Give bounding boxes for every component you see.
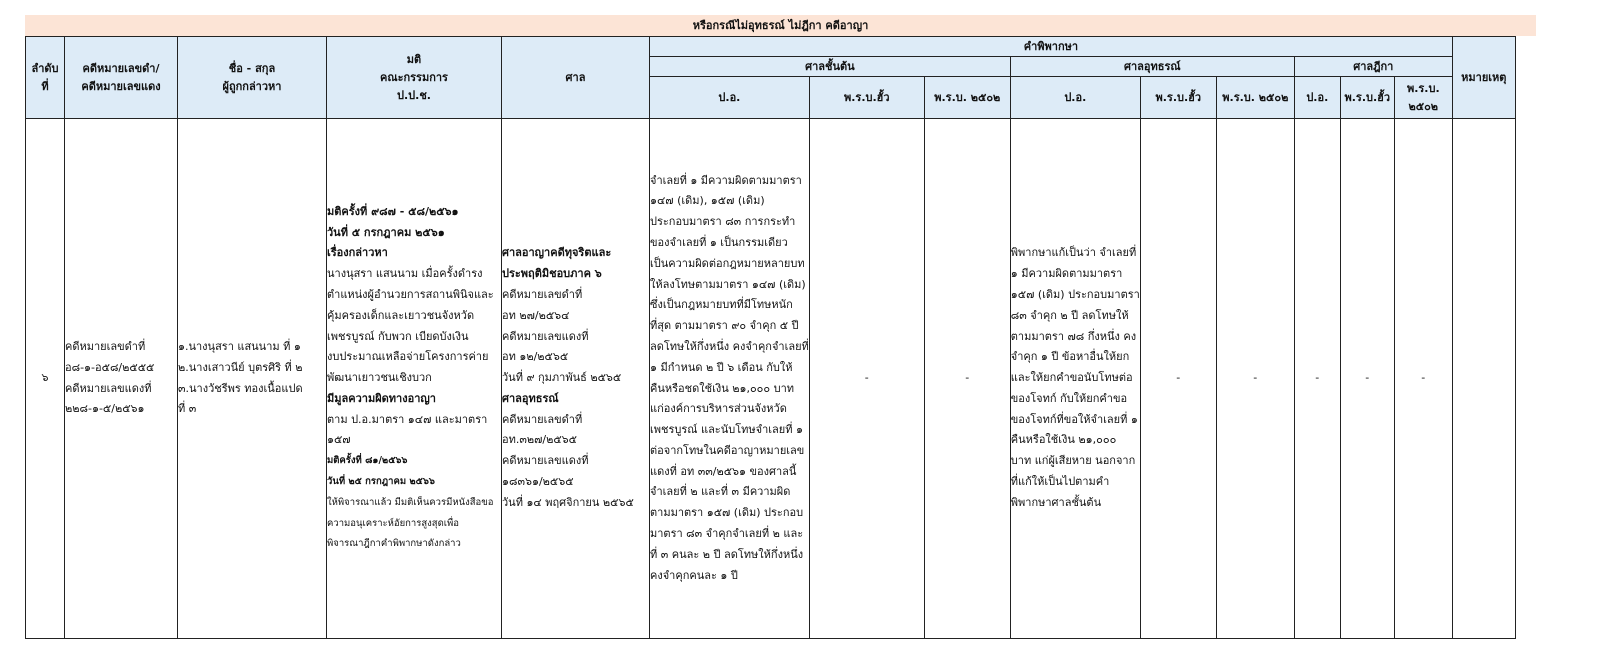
text-line: เพชรบูรณ์ และนับโทษจำเลยที่ ๑: [650, 423, 803, 437]
cell-first-old-act: -: [809, 119, 924, 639]
text-line: ศาลอาญาคดีทุจริตและ: [502, 246, 612, 260]
text-line: คดีหมายเลขแดงที่: [502, 329, 589, 343]
cell-first-po: [650, 119, 810, 639]
cell-supreme-po: -: [1294, 119, 1340, 639]
cell-first-act-2502: -: [924, 119, 1010, 639]
cell-no: ๖: [26, 119, 65, 639]
table-title: หรือกรณีไม่อุทธรณ์ ไม่ฎีกา คดีอาญา: [692, 19, 869, 32]
cell-appeal-po: [1010, 119, 1140, 639]
text-line: พิพากษาศาลชั้นต้น: [1010, 495, 1102, 509]
text-line: จำเลยที่ ๑ มีความผิดตามมาตรา: [650, 173, 802, 187]
text-line: เป็นความผิดต่อกฎหมายหลายบท: [650, 256, 805, 270]
cell-court: [502, 119, 650, 639]
text-line: ซึ่งเป็นกฎหมายบทที่มีโทษหนัก: [650, 298, 793, 312]
text-line: เพชรบูรณ์ กับพวก เบียดบังเงิน: [327, 329, 469, 343]
text-line: ต่อจากโทษในคดีอาญาหมายเลข: [650, 443, 805, 457]
text-line: ประพฤติมิชอบภาค ๖: [502, 267, 602, 281]
text-line: ๑๕๗: [327, 433, 351, 447]
cell-appeal-act-2502: -: [1216, 119, 1294, 639]
text-line: ที่สุด ตามมาตรา ๙๐ จำคุก ๕ ปี: [650, 319, 799, 333]
text-line: และให้ยกคำขอนับโทษต่อ: [1010, 371, 1133, 385]
header-appeal-po: ป.อ.: [1010, 77, 1140, 119]
header-case-no: คดีหมายเลขดำ/ คดีหมายเลขแดง: [65, 37, 178, 119]
text-line: ตำแหน่งผู้อำนวยการสถานพินิจและ: [327, 287, 494, 301]
text-line: อท ๒๗/๒๕๖๔: [502, 308, 570, 322]
text-line: ลดโทษให้กึ่งหนึ่ง คงจำคุกจำเลยที่: [650, 339, 809, 353]
text-line: คุ้มครองเด็กและเยาวชนจังหวัด: [327, 308, 475, 322]
text-line: พิพากษาแก้เป็นว่า จำเลยที่: [1010, 246, 1137, 260]
text-line: คดีหมายเลขดำที่: [502, 412, 583, 426]
text-line: ของโจทก์ที่ขอให้จำเลยที่ ๑: [1010, 412, 1138, 426]
header-first-old-act: พ.ร.บ.ฮั้ว: [809, 77, 924, 119]
header-appeal-act-2502: พ.ร.บ. ๒๕๐๒: [1216, 77, 1294, 119]
cell-resolution: [327, 119, 502, 639]
text-line: ๑ มีความผิดตามมาตรา: [1010, 267, 1123, 281]
text-line: ๑๘๓๖๑/๒๕๖๕: [502, 475, 574, 489]
text-line: ตามมาตรา ๑๕๗ (เดิม) ประกอบ: [650, 506, 804, 520]
text-line: วันที่ ๒๕ กรกฎาคม ๒๕๖๖: [327, 476, 435, 488]
header-supreme-po: ป.อ.: [1294, 77, 1340, 119]
text-line: ที่ ๓ คนละ ๒ ปี ลดโทษให้กึ่งหนึ่ง: [650, 547, 804, 561]
header-resolution: มติ คณะกรรมการ ป.ป.ช.: [327, 37, 502, 119]
text-line: คืนหรือใช้เงิน ๒๑,๐๐๐: [1010, 433, 1117, 447]
header-appeal-court: ศาลอุทธรณ์: [1010, 57, 1294, 77]
text-line: วันที่ ๙ กุมภาพันธ์ ๒๕๖๕: [502, 371, 622, 385]
text-line: ตามมาตรา ๗๘ กึ่งหนึ่ง คง: [1010, 329, 1137, 343]
text-line: ๑ มีกำหนด ๒ ปี ๖ เดือน กับให้: [650, 360, 793, 374]
text-line: ความอนุเคราะห์อัยการสูงสุดเพื่อ: [327, 517, 459, 529]
text-line: คงจำคุกคนละ ๑ ปี: [650, 568, 738, 582]
text-line: วันที่ ๑๔ พฤศจิกายน ๒๕๖๕: [502, 495, 634, 509]
cell-case-no: คดีหมายเลขดำที่ อ๘-๑-อ๕๘/๒๕๕๕ คดีหมายเลขแดงที่ ๒๒๘-๑-๕/๒๕๖๑: [65, 119, 178, 639]
text-line: จำคุก ๑ ปี ข้อหาอื่นให้ยก: [1010, 350, 1130, 364]
header-first-act-2502: พ.ร.บ. ๒๕๐๒: [924, 77, 1010, 119]
text-line: พิจารณาฎีกาคำพิพากษาดังกล่าว: [327, 538, 461, 550]
text-line: ประกอบมาตรา ๘๓ การกระทำ: [650, 215, 796, 229]
header-court: ศาล: [502, 37, 650, 119]
text-line: ๘๓ จำคุก ๒ ปี ลดโทษให้: [1010, 308, 1129, 322]
header-judgment: คำพิพากษา: [650, 37, 1453, 57]
text-line: งบประมาณเหลือจ่ายโครงการค่าย: [327, 350, 489, 364]
text-line: มีมูลความผิดทางอาญา: [327, 391, 436, 405]
text-line: วันที่ ๕ กรกฎาคม ๒๕๖๑: [327, 225, 445, 239]
cell-supreme-act-2502: -: [1394, 119, 1452, 639]
text-line: ที่แก้ให้เป็นไปตามคำ: [1010, 475, 1110, 489]
header-no: ลำดับ ที่: [26, 37, 65, 119]
text-line: มติครั้งที่ ๙๘๗ - ๕๘/๒๕๖๑: [327, 204, 459, 218]
text-line: ให้ลงโทษตามมาตรา ๑๔๗ (เดิม): [650, 277, 806, 291]
text-line: ๑๔๗ (เดิม), ๑๕๗ (เดิม): [650, 194, 765, 208]
header-supreme-act-2502: พ.ร.บ. ๒๕๐๒: [1394, 77, 1452, 119]
text-line: มาตรา ๘๓ จำคุกจำเลยที่ ๒ และ: [650, 527, 804, 541]
text-line: คืนหรือชดใช้เงิน ๒๑,๐๐๐ บาท: [650, 381, 795, 395]
judgment-table: [25, 36, 1516, 639]
header-appeal-old-act: พ.ร.บ.ฮั้ว: [1140, 77, 1216, 119]
text-line: อท.๓๒๗/๒๕๖๕: [502, 433, 577, 447]
text-line: พัฒนาเยาวชนเชิงบวก: [327, 371, 432, 385]
header-first-po: ป.อ.: [650, 77, 810, 119]
header-first-court: ศาลชั้นต้น: [650, 57, 1011, 77]
header-supreme-old-act: พ.ร.บ.ฮั้ว: [1340, 77, 1394, 119]
text-line: จำเลยที่ ๒ และที่ ๓ มีความผิด: [650, 485, 791, 499]
cell-supreme-old-act: -: [1340, 119, 1394, 639]
header-remark: หมายเหตุ: [1452, 37, 1515, 119]
text-line: ตาม ป.อ.มาตรา ๑๔๗ และมาตรา: [327, 412, 488, 426]
text-line: แก่องค์การบริหารส่วนจังหวัด: [650, 402, 787, 416]
header-name: ชื่อ - สกุล ผู้ถูกกล่าวหา: [178, 37, 327, 119]
cell-appeal-old-act: -: [1140, 119, 1216, 639]
header-supreme-court: ศาลฎีกา: [1294, 57, 1452, 77]
text-line: ให้พิจารณาแล้ว มีมติเห็นควรมีหนังสือขอ: [327, 496, 494, 508]
table-row: [26, 119, 1516, 639]
text-line: เรื่องกล่าวหา: [327, 246, 388, 260]
text-line: แดงที่ อท ๓๓/๒๕๖๑ ของศาลนี้: [650, 464, 797, 478]
text-line: ของโจทก์ กับให้ยกคำขอ: [1010, 391, 1128, 405]
text-line: ศาลอุทธรณ์: [502, 391, 559, 405]
text-line: บาท แก่ผู้เสียหาย นอกจาก: [1010, 454, 1136, 468]
text-line: ๑๕๗ (เดิม) ประกอบมาตรา: [1010, 287, 1140, 301]
cell-names: ๑.นางนุสรา แสนนาม ที่ ๑ ๒.นางเสาวนีย์ บุตรศิริ ที่ ๒ ๓.นางวัชรีพร ทองเนื้อแปด ที่ ๓: [178, 119, 327, 639]
text-line: คดีหมายเลขดำที่: [502, 287, 583, 301]
text-line: มติครั้งที่ ๘๑/๒๕๖๖: [327, 455, 408, 467]
text-line: ของจำเลยที่ ๑ เป็นกรรมเดียว: [650, 235, 788, 249]
text-line: นางนุสรา แสนนาม เมื่อครั้งดำรง: [327, 267, 483, 281]
cell-remark: [1452, 119, 1515, 639]
text-line: คดีหมายเลขแดงที่: [502, 454, 589, 468]
text-line: อท ๑๒/๒๕๖๕: [502, 350, 569, 364]
